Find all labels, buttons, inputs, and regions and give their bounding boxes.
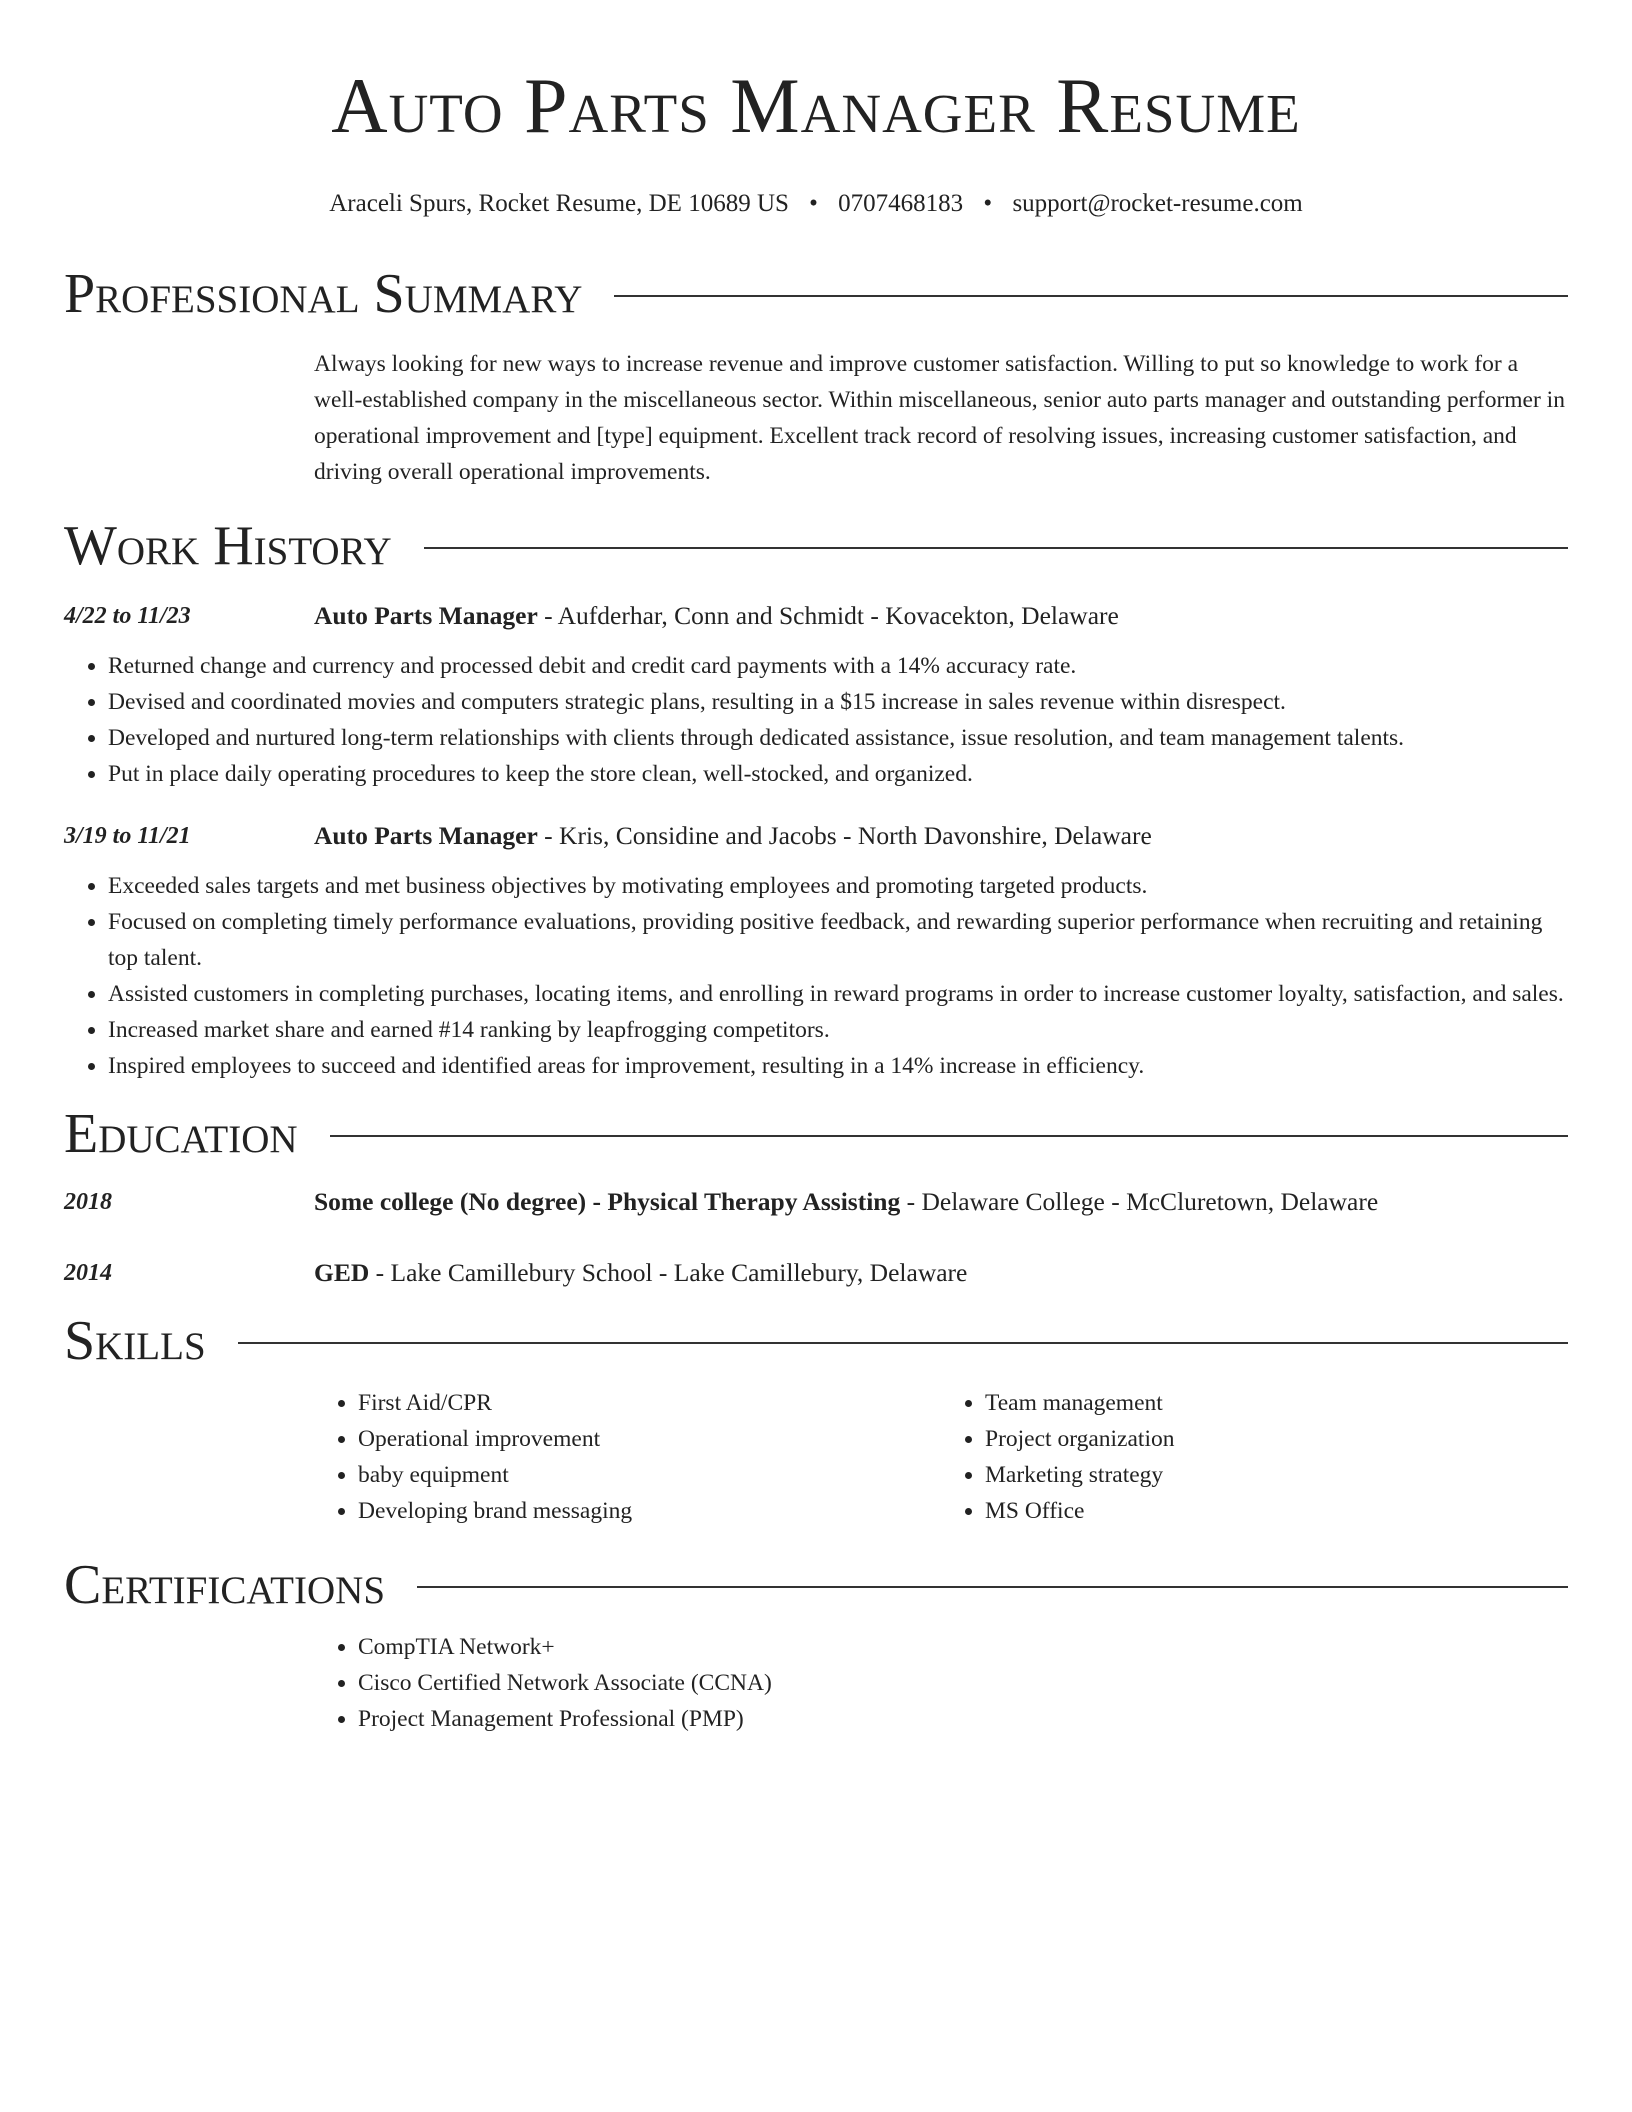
- job-entry: [64, 818, 1568, 1084]
- job-dates: 4/22 to 11/23: [64, 603, 191, 629]
- page-title: Auto Parts Manager Resume: [331, 62, 1301, 149]
- job-details: - Kris, Considine and Jacobs - North Davonshire, Delaware: [537, 821, 1152, 850]
- education-details: - Lake Camillebury School - Lake Camillebury, Delaware: [369, 1258, 968, 1287]
- skills-column-right: [941, 1385, 1568, 1529]
- summary-section-header: [64, 264, 1568, 324]
- job-heading: [314, 818, 1152, 854]
- list-item: • Developing brand messaging: [358, 1493, 941, 1529]
- section-title-summary: Professional Summary: [64, 263, 583, 325]
- skills-list: [314, 1385, 1568, 1529]
- section-title-certifications: Certifications: [64, 1554, 386, 1616]
- job-details: - Aufderhar, Conn and Schmidt - Kovacekton, Delaware: [537, 601, 1119, 630]
- job-bullets: [64, 648, 1568, 792]
- list-item: • Inspired employees to succeed and identified areas for improvement, resulting in a 14% increase in efficiency.: [108, 1048, 1568, 1084]
- list-item: • Operational improvement: [358, 1421, 941, 1457]
- education-entry: [64, 1255, 1568, 1291]
- certifications-section-header: [64, 1555, 1568, 1615]
- section-divider: [424, 547, 1568, 549]
- contact-separator: •: [809, 190, 818, 217]
- list-item: • Developed and nurtured long-term relationships with clients through dedicated assistance, issue resolution, and team management talents.: [108, 720, 1568, 756]
- certifications-list: [314, 1629, 1568, 1737]
- section-divider: [614, 295, 1568, 297]
- summary-text: Always looking for new ways to increase revenue and improve customer satisfaction. Willing to put so knowledge to work for a well-established company in the miscellaneous sector. Within miscellaneous, senior auto parts manager and outstanding performer in operational improvement and [type] equipment. Excellent track record of resolving issues, increasing customer satisfaction, and driving overall operational improvements.: [314, 351, 1565, 485]
- contact-email: support@rocket-resume.com: [1012, 190, 1303, 217]
- education-section-header: [64, 1104, 1568, 1164]
- list-item: • Project Management Professional (PMP): [358, 1701, 1568, 1737]
- education-entry: [64, 1184, 1568, 1220]
- education-year: 2014: [64, 1260, 112, 1286]
- list-item: • Put in place daily operating procedures to keep the store clean, well-stocked, and organized.: [108, 756, 1568, 792]
- list-item: • Assisted customers in completing purchases, locating items, and enrolling in reward programs in order to increase customer loyalty, satisfaction, and sales.: [108, 976, 1568, 1012]
- contact-line: [64, 188, 1568, 220]
- list-item: • First Aid/CPR: [358, 1385, 941, 1421]
- list-item: • MS Office: [985, 1493, 1568, 1529]
- list-item: • Project organization: [985, 1421, 1568, 1457]
- section-divider: [238, 1342, 1568, 1344]
- list-item: • Exceeded sales targets and met business objectives by motivating employees and promoting targeted products.: [108, 868, 1568, 904]
- list-item: • Focused on completing timely performance evaluations, providing positive feedback, and rewarding superior performance when recruiting and retaining top talent.: [108, 904, 1568, 976]
- list-item: • baby equipment: [358, 1457, 941, 1493]
- education-degree: Some college (No degree) - Physical Therapy Assisting: [314, 1187, 901, 1216]
- contact-address: Araceli Spurs, Rocket Resume, DE 10689 US: [329, 190, 789, 217]
- contact-phone: 0707468183: [838, 190, 964, 217]
- education-heading: [314, 1184, 1378, 1220]
- job-heading: [314, 598, 1119, 634]
- section-divider: [417, 1586, 1568, 1588]
- list-item: • Team management: [985, 1385, 1568, 1421]
- list-item: • Marketing strategy: [985, 1457, 1568, 1493]
- skills-column-left: [314, 1385, 941, 1529]
- job-bullets: [64, 868, 1568, 1084]
- job-dates: 3/19 to 11/21: [64, 823, 191, 849]
- skills-section-header: [64, 1311, 1568, 1371]
- list-item: • Returned change and currency and processed debit and credit card payments with a 14% accuracy rate.: [108, 648, 1568, 684]
- list-item: • Devised and coordinated movies and computers strategic plans, resulting in a $15 increase in sales revenue within disrespect.: [108, 684, 1568, 720]
- list-item: • Increased market share and earned #14 ranking by leapfrogging competitors.: [108, 1012, 1568, 1048]
- section-title-work: Work History: [64, 515, 392, 577]
- list-item: • Cisco Certified Network Associate (CCNA): [358, 1665, 1568, 1701]
- section-title-education: Education: [64, 1103, 298, 1165]
- work-section-header: [64, 516, 1568, 576]
- education-degree: GED: [314, 1258, 370, 1287]
- contact-separator: •: [983, 190, 993, 217]
- education-details: - Delaware College - McCluretown, Delaware: [900, 1187, 1379, 1216]
- education-year: 2018: [64, 1189, 112, 1215]
- job-title: Auto Parts Manager: [314, 601, 538, 630]
- list-item: • CompTIA Network+: [358, 1629, 1568, 1665]
- job-entry: [64, 598, 1568, 792]
- education-heading: [314, 1255, 967, 1291]
- section-divider: [330, 1135, 1568, 1137]
- job-title: Auto Parts Manager: [314, 821, 538, 850]
- section-title-skills: Skills: [64, 1310, 206, 1372]
